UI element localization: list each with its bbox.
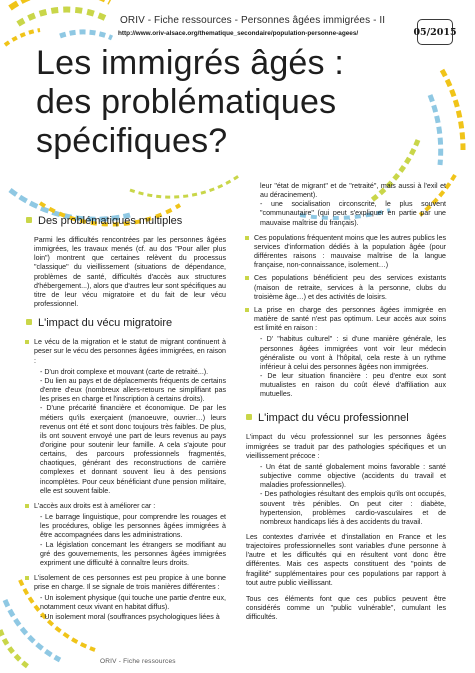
- bullet-item: [246, 274, 446, 301]
- section-heading-text: L'impact du vécu professionnel: [258, 412, 409, 425]
- bullet-square-icon: [25, 504, 29, 508]
- sub-item: - Des pathologies résultant des emplois qu'ils ont occupés, souvent très pénibles. On peut citer : diabète, hypertension, problèmes cardio-vasculaires et de nombreux handicaps liés à des accidents du travail.: [260, 490, 446, 526]
- bullet-square-icon: [246, 414, 252, 420]
- bullet-item: [26, 502, 226, 511]
- sub-item: - Du lien au pays et de déplacements fréquents de certains d'entre d'eux (nombreux allers-retours ne simplifiant pas les prises en charge et l'inscription à certains droits).: [40, 376, 226, 404]
- page-title-line2: des problématiques: [36, 83, 337, 121]
- bullet-square-icon: [245, 236, 249, 240]
- sub-item: - Un isolement physique (qui touche une partie d'entre eux, notamment ceux vivant en habitat diffus).: [40, 594, 226, 612]
- section-heading-problematiques: [26, 214, 226, 228]
- sub-item: - D'un droit complexe et mouvant (carte de retraité...).: [40, 367, 209, 376]
- bullet-square-icon: [245, 308, 249, 312]
- paragraph: L'impact du vécu professionnel sur les personnes âgées immigrées se traduit par des pathologies spécifiques et un vieillissement précoce :: [246, 433, 446, 460]
- bullet-text: Le vécu de la migration et le statut de migrant continuent à peser sur le vécu des personnes âgées immigrées, en raison :: [34, 338, 226, 365]
- left-column: [26, 214, 226, 622]
- sub-item: - Un état de santé globalement moins favorable : santé subjective comme objective (accidents du travail et maladies professionnelles).: [260, 462, 446, 490]
- bullet-square-icon: [25, 576, 29, 580]
- header-url[interactable]: http://www.oriv-alsace.org/thematique_secondaire/population-personne-agees/: [118, 30, 359, 37]
- bullet-item: [246, 306, 446, 333]
- bullet-text: L'accès aux droits est à améliorer car :: [34, 501, 156, 510]
- paragraph: Les contextes d'arrivée et d'installation en France et les trajectoires professionnelles sont variables d'une personne à l'autre et les difficultés qui en résultent vont donc être différentes. Mais ces aspects constituent des "points de fragilité" supplémentaires pour ces populations par rapport à tout autre public vieillissant.: [246, 533, 446, 587]
- bullet-item: [246, 234, 446, 271]
- bullet-item: [26, 338, 226, 365]
- sub-item: - D' "habitus culturel" : si d'une manière générale, les personnes âgées immigrées vont voir leur médecin généraliste ou vont à l'hôpital, cela reste à un rythme inférieur à celui des personnes âgées non immigrées.: [260, 335, 446, 371]
- right-column: [246, 182, 446, 629]
- paragraph: Tous ces éléments font que ces publics peuvent être considérés comme un "public vulnérable", cumulant les difficultés.: [246, 594, 446, 622]
- bullet-square-icon: [245, 276, 249, 280]
- section-heading-vecu-migratoire: [26, 316, 226, 330]
- section-heading-text: L'impact du vécu migratoire: [38, 317, 173, 330]
- section-heading-text: Des problématiques multiples: [38, 215, 183, 227]
- bullet-text: Ces populations bénéficient peu des services existants (maison de retraite, services à la personne, clubs du troisième âge…) et des activités de loisirs.: [254, 274, 446, 301]
- intro-paragraph: Parmi les difficultés rencontrées par les personnes âgées immigrées, les travaux menés (cf. au dos "Pour aller plus loin") montrent que certaines relèvent du processus "classique" du vieillissement (situations de dépendance, problèmes de santé, difficultés d'accès aux structures d'hébergement...), alors que d'autres leur sont spécifiques au titre de leur vécu migratoire et du fait de leur vécu professionnel.: [34, 236, 226, 309]
- footer-text: ORIV - Fiche ressources: [100, 658, 176, 665]
- page-title-line3: spécifiques?: [36, 122, 228, 160]
- page-title: [36, 44, 416, 161]
- sub-item: - De leur situation financière : peu d'entre eux sont mutualistes en raison du coût élevé d'affiliation aux mutuelles.: [260, 371, 446, 399]
- sub-item: - une socialisation circonscrite, le plus souvent "communautaire" (qui peut s'expliquer en partie par une mauvaise maîtrise du français).: [260, 200, 446, 227]
- sub-item: - Un isolement moral (souffrances psychologiques liées à: [40, 612, 220, 621]
- sub-item: - La législation concernant les étrangers se modifiant au gré des gouvernements, les personnes âgées immigrées expriment une difficulté à connaître leurs droits.: [40, 540, 226, 567]
- bullet-square-icon: [26, 217, 32, 223]
- bullet-text: Ces populations fréquentent moins que les autres publics les services d'information dédiés à la population âgée (pour différentes raisons : mauvaise maîtrise de la langue française, non-connaissance, isolement…): [254, 233, 446, 270]
- page-title-line1: Les immigrés âgés :: [36, 44, 345, 82]
- section-heading-vecu-professionnel: [246, 411, 446, 425]
- header-title: ORIV - Fiche ressources - Personnes âgées immigrées - II: [120, 15, 386, 26]
- bullet-item: [26, 574, 226, 592]
- bullet-square-icon: [26, 319, 32, 325]
- bullet-text: La prise en charge des personnes âgées immigrée en matière de santé n'est pas optimum. Leur accès aux soins est limité en raison :: [254, 305, 446, 333]
- bullet-square-icon: [25, 340, 29, 344]
- sub-item: - D'une précarité financière et économique. De par les métiers qu'ils exerçaient (manoeuvre, ouvrier…) leurs revenus ont été et sont donc toujours très faibles. De plus, ils ont souvent envoyé une part de leurs revenus au pays d'origine pour soutenir leur famille. A cela s'ajoute pour certains, des parcours professionnels fragmentés, chaotiques, générant des reconstructions de carrière complexes et donnant souvent lieu à des pensions incomplètes. Pour ceux bénéficiant d'une pension militaire, elle est souvent faible.: [40, 404, 226, 495]
- date-badge: 05/2015: [417, 19, 453, 45]
- bullet-text: L'isolement de ces personnes est peu propice à une bonne prise en charge. Il se signale de trois manières différentes :: [34, 574, 226, 592]
- sub-item: - Le barrage linguistique, pour comprendre les rouages et les procédures, oblige les personnes âgées immigrées à être accompagnées dans les administrations.: [40, 513, 226, 540]
- sub-item: leur "état de migrant" et de "retraité", mais aussi à l'exil et au déracinement).: [260, 182, 446, 200]
